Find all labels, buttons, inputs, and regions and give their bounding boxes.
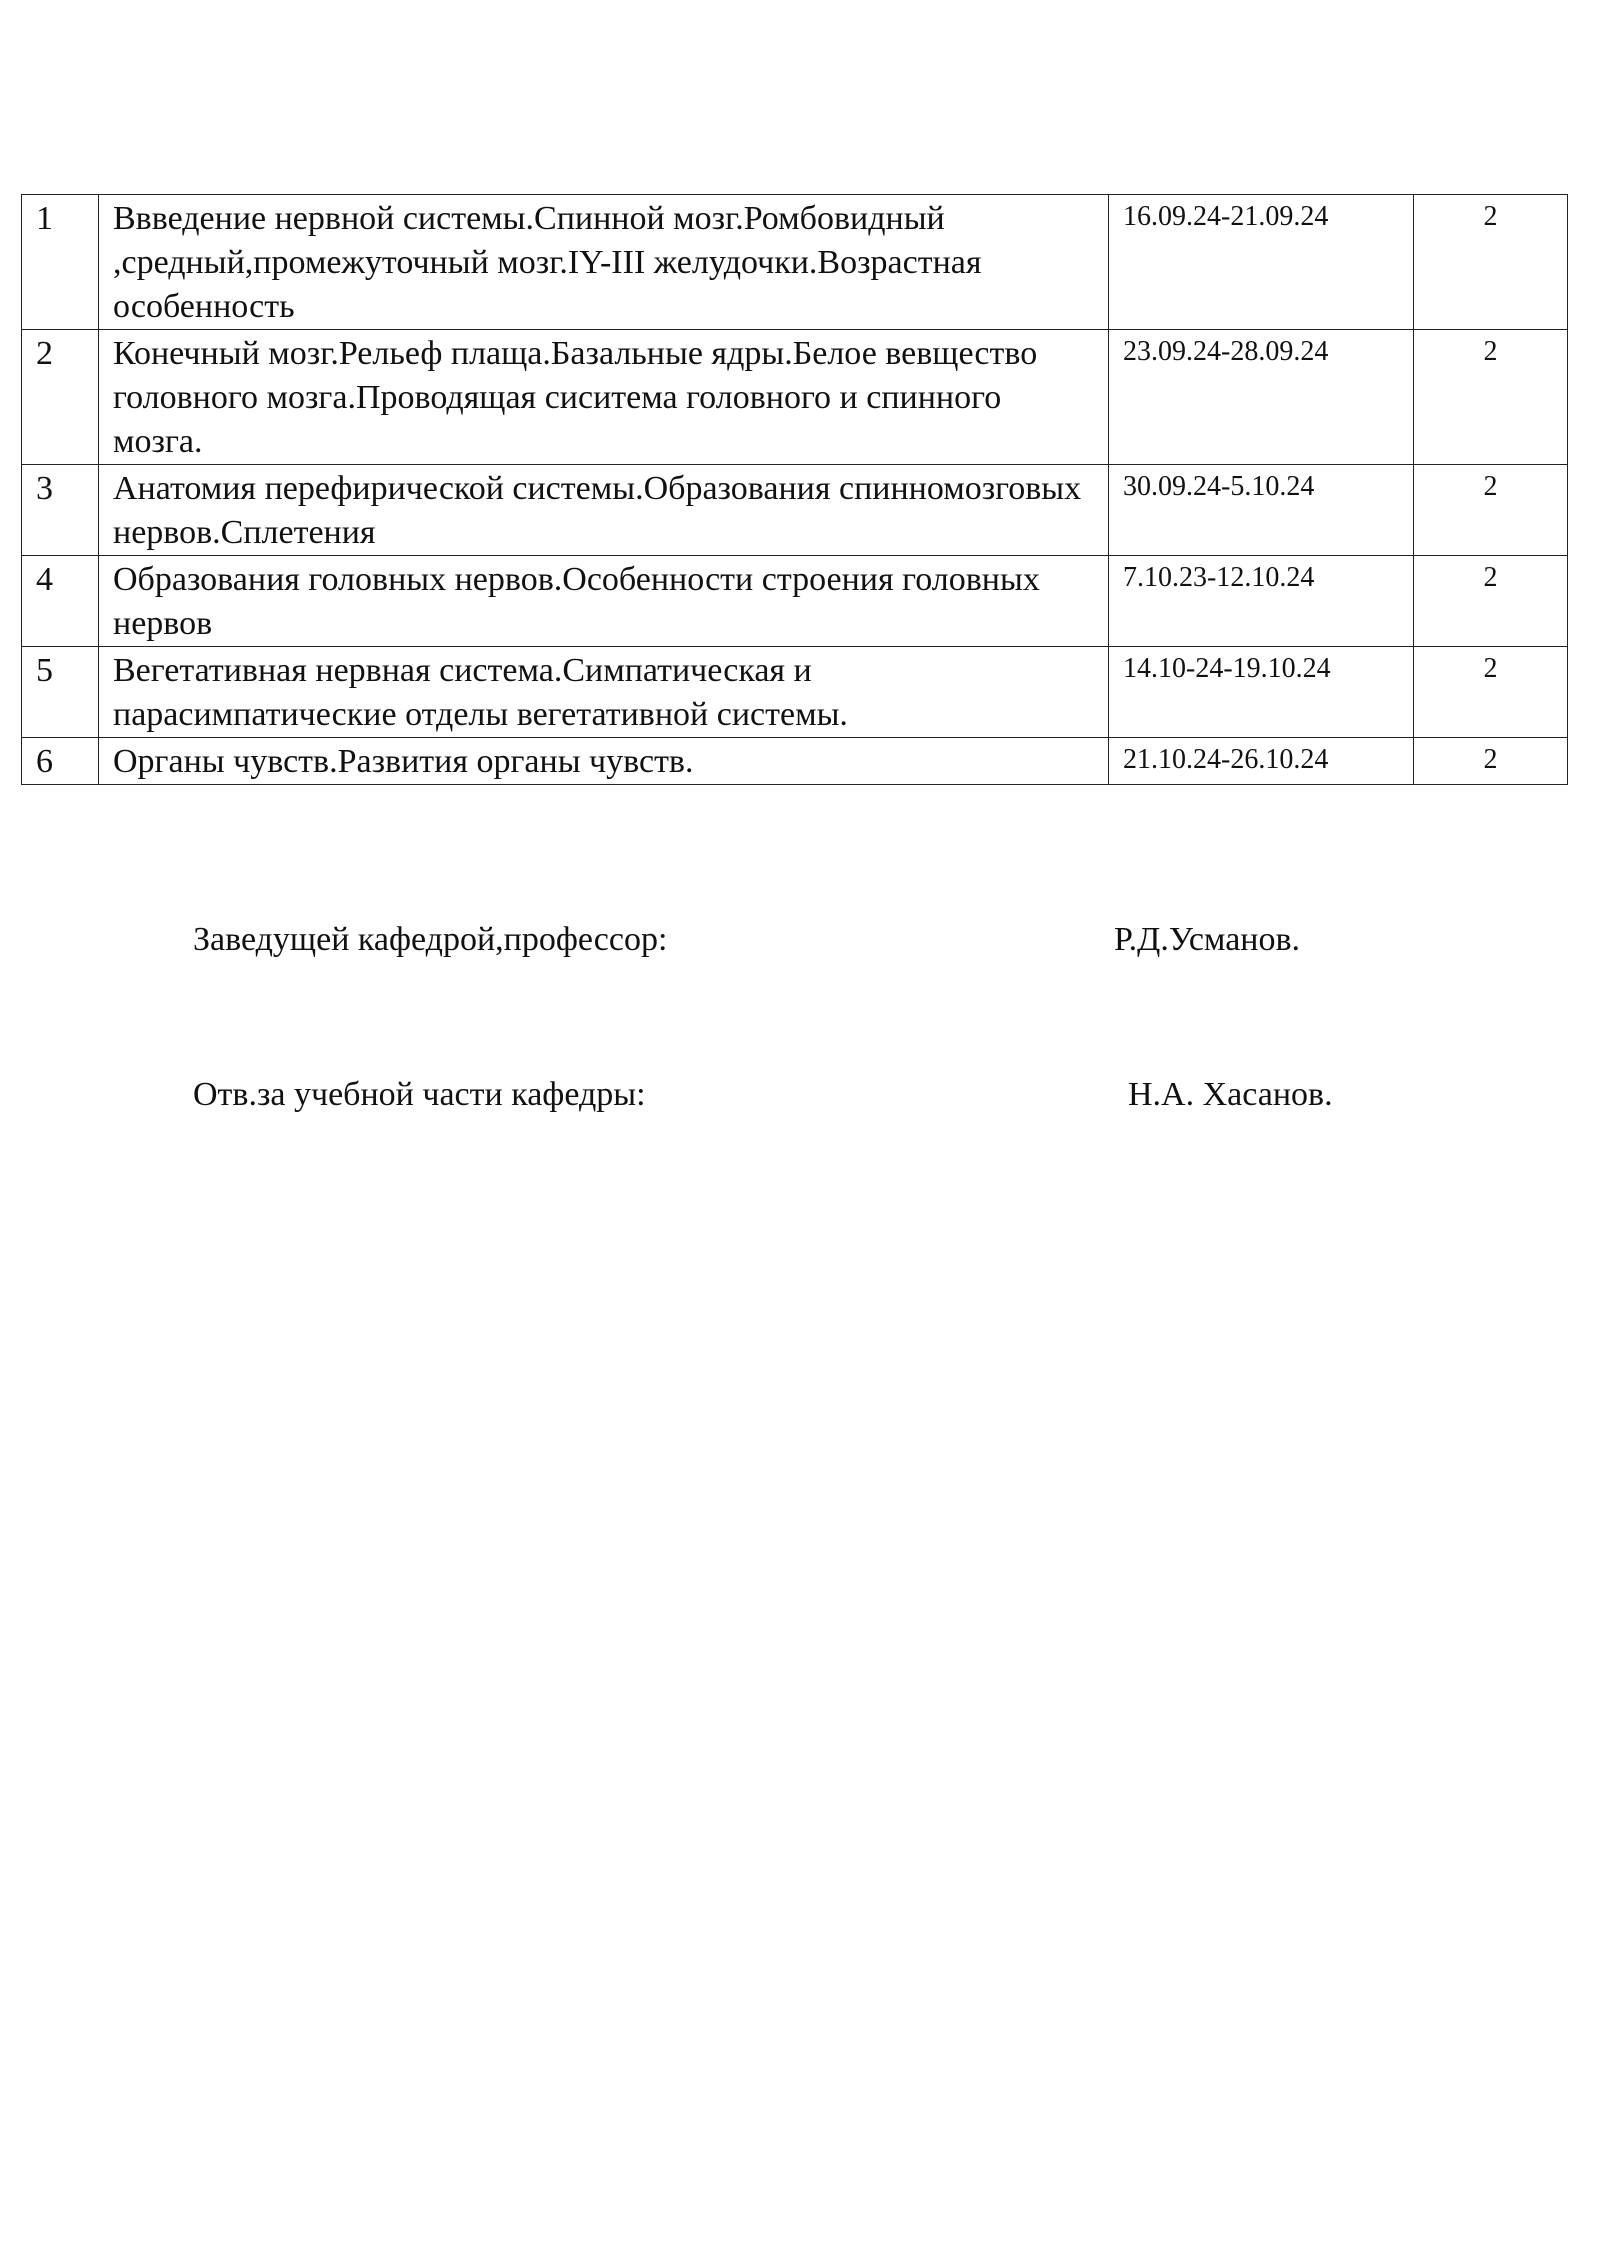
row-number: 1 bbox=[22, 195, 99, 330]
responsible-person-name: Н.А. Хасанов. bbox=[1128, 1076, 1333, 1113]
table-row bbox=[22, 647, 1568, 738]
row-dates: 16.09.24-21.09.24 bbox=[1109, 195, 1414, 330]
row-number: 6 bbox=[22, 738, 99, 785]
table-row bbox=[22, 738, 1568, 785]
row-topic: Органы чувств.Развития органы чувств. bbox=[99, 738, 1109, 785]
row-hours: 2 bbox=[1414, 556, 1568, 647]
row-dates: 7.10.23-12.10.24 bbox=[1109, 556, 1414, 647]
row-topic: Вегетативная нервная система.Симпатическая и парасимпатические отделы вегетативной системы. bbox=[99, 647, 1109, 738]
row-topic: Ввведение нервной системы.Спинной мозг.Ромбовидный ,средный,промежуточный мозг.IY-III желудочки.Возрастная особенность bbox=[99, 195, 1109, 330]
row-dates: 30.09.24-5.10.24 bbox=[1109, 465, 1414, 556]
row-dates: 23.09.24-28.09.24 bbox=[1109, 330, 1414, 465]
row-number: 4 bbox=[22, 556, 99, 647]
row-dates: 21.10.24-26.10.24 bbox=[1109, 738, 1414, 785]
head-of-department-name: Р.Д.Усманов. bbox=[1114, 921, 1301, 958]
head-of-department-role: Заведущей кафедрой,профессор: bbox=[193, 921, 668, 958]
schedule-table bbox=[21, 194, 1568, 785]
row-hours: 2 bbox=[1414, 465, 1568, 556]
table-row bbox=[22, 556, 1568, 647]
row-hours: 2 bbox=[1414, 647, 1568, 738]
row-topic: Образования головных нервов.Особенности строения головных нервов bbox=[99, 556, 1109, 647]
row-dates: 14.10-24-19.10.24 bbox=[1109, 647, 1414, 738]
row-hours: 2 bbox=[1414, 330, 1568, 465]
responsible-person-role: Отв.за учебной части кафедры: bbox=[193, 1076, 646, 1113]
row-number: 2 bbox=[22, 330, 99, 465]
table-row bbox=[22, 195, 1568, 330]
table-row bbox=[22, 330, 1568, 465]
row-hours: 2 bbox=[1414, 195, 1568, 330]
row-number: 3 bbox=[22, 465, 99, 556]
row-topic: Анатомия перефирической системы.Образования спинномозговых нервов.Сплетения bbox=[99, 465, 1109, 556]
row-topic: Конечный мозг.Рельеф плаща.Базальные ядры.Белое вевщество головного мозга.Проводящая сиситема головного и спинного мозга. bbox=[99, 330, 1109, 465]
table-row bbox=[22, 465, 1568, 556]
row-number: 5 bbox=[22, 647, 99, 738]
row-hours: 2 bbox=[1414, 738, 1568, 785]
